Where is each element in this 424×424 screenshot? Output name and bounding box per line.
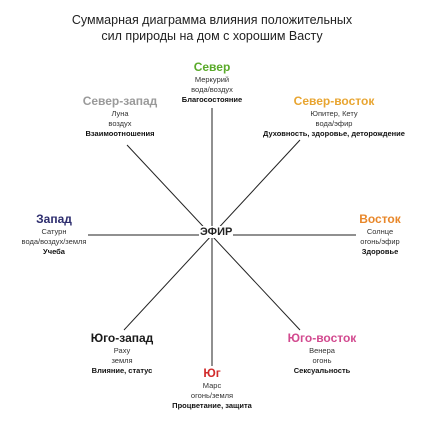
east-elements: огонь/эфир <box>360 237 400 246</box>
south-planet: Марс <box>202 381 222 390</box>
southeast-planet: Венера <box>309 346 335 355</box>
southwest-name: Юго-запад <box>90 331 154 345</box>
northwest-result: Взаимоотношения <box>85 129 155 138</box>
north-planet: Меркурий <box>194 75 230 84</box>
north-result: Благосостояние <box>181 95 243 104</box>
northeast-result: Духовность, здоровье, деторождение <box>263 129 405 138</box>
title-line-1: Суммарная диаграмма влияния положительных <box>71 13 353 27</box>
northeast-planet: Юпитер, Кету <box>310 109 358 118</box>
northwest-name: Север-запад <box>82 94 158 108</box>
southwest-planet: Раху <box>113 346 131 355</box>
east-result: Здоровье <box>361 247 399 256</box>
center-label: ЭФИР <box>200 226 233 238</box>
northeast-name: Север-восток <box>293 94 375 108</box>
southwest-elements: земля <box>111 356 133 365</box>
east-name: Восток <box>359 212 401 226</box>
title-line-2: сил природы на дом с хорошим Васту <box>101 29 323 43</box>
northwest-elements: воздух <box>108 119 132 128</box>
west-result: Учеба <box>43 247 65 256</box>
direction-northeast <box>256 94 412 139</box>
southeast-name: Юго-восток <box>287 331 357 345</box>
direction-east <box>344 212 416 257</box>
northeast-elements: вода/эфир <box>315 119 353 128</box>
southeast-result: Сексуальность <box>293 366 351 375</box>
west-planet: Сатурн <box>41 227 67 236</box>
southwest-result: Влияние, статус <box>91 366 153 375</box>
direction-south <box>172 366 252 411</box>
northwest-planet: Луна <box>111 109 129 118</box>
south-elements: огонь/земля <box>190 391 234 400</box>
direction-west <box>14 212 94 257</box>
west-name: Запад <box>36 212 72 226</box>
southeast-elements: огонь <box>312 356 332 365</box>
south-result: Процветание, защита <box>172 401 252 410</box>
north-elements: вода/воздух <box>191 85 233 94</box>
direction-northwest <box>78 94 162 139</box>
direction-north <box>172 60 252 105</box>
south-name: Юг <box>203 366 221 380</box>
east-planet: Солнце <box>366 227 394 236</box>
west-elements: вода/воздух/земля <box>21 237 87 246</box>
direction-southwest <box>82 331 162 376</box>
direction-southeast <box>282 331 362 376</box>
north-name: Север <box>193 60 231 74</box>
